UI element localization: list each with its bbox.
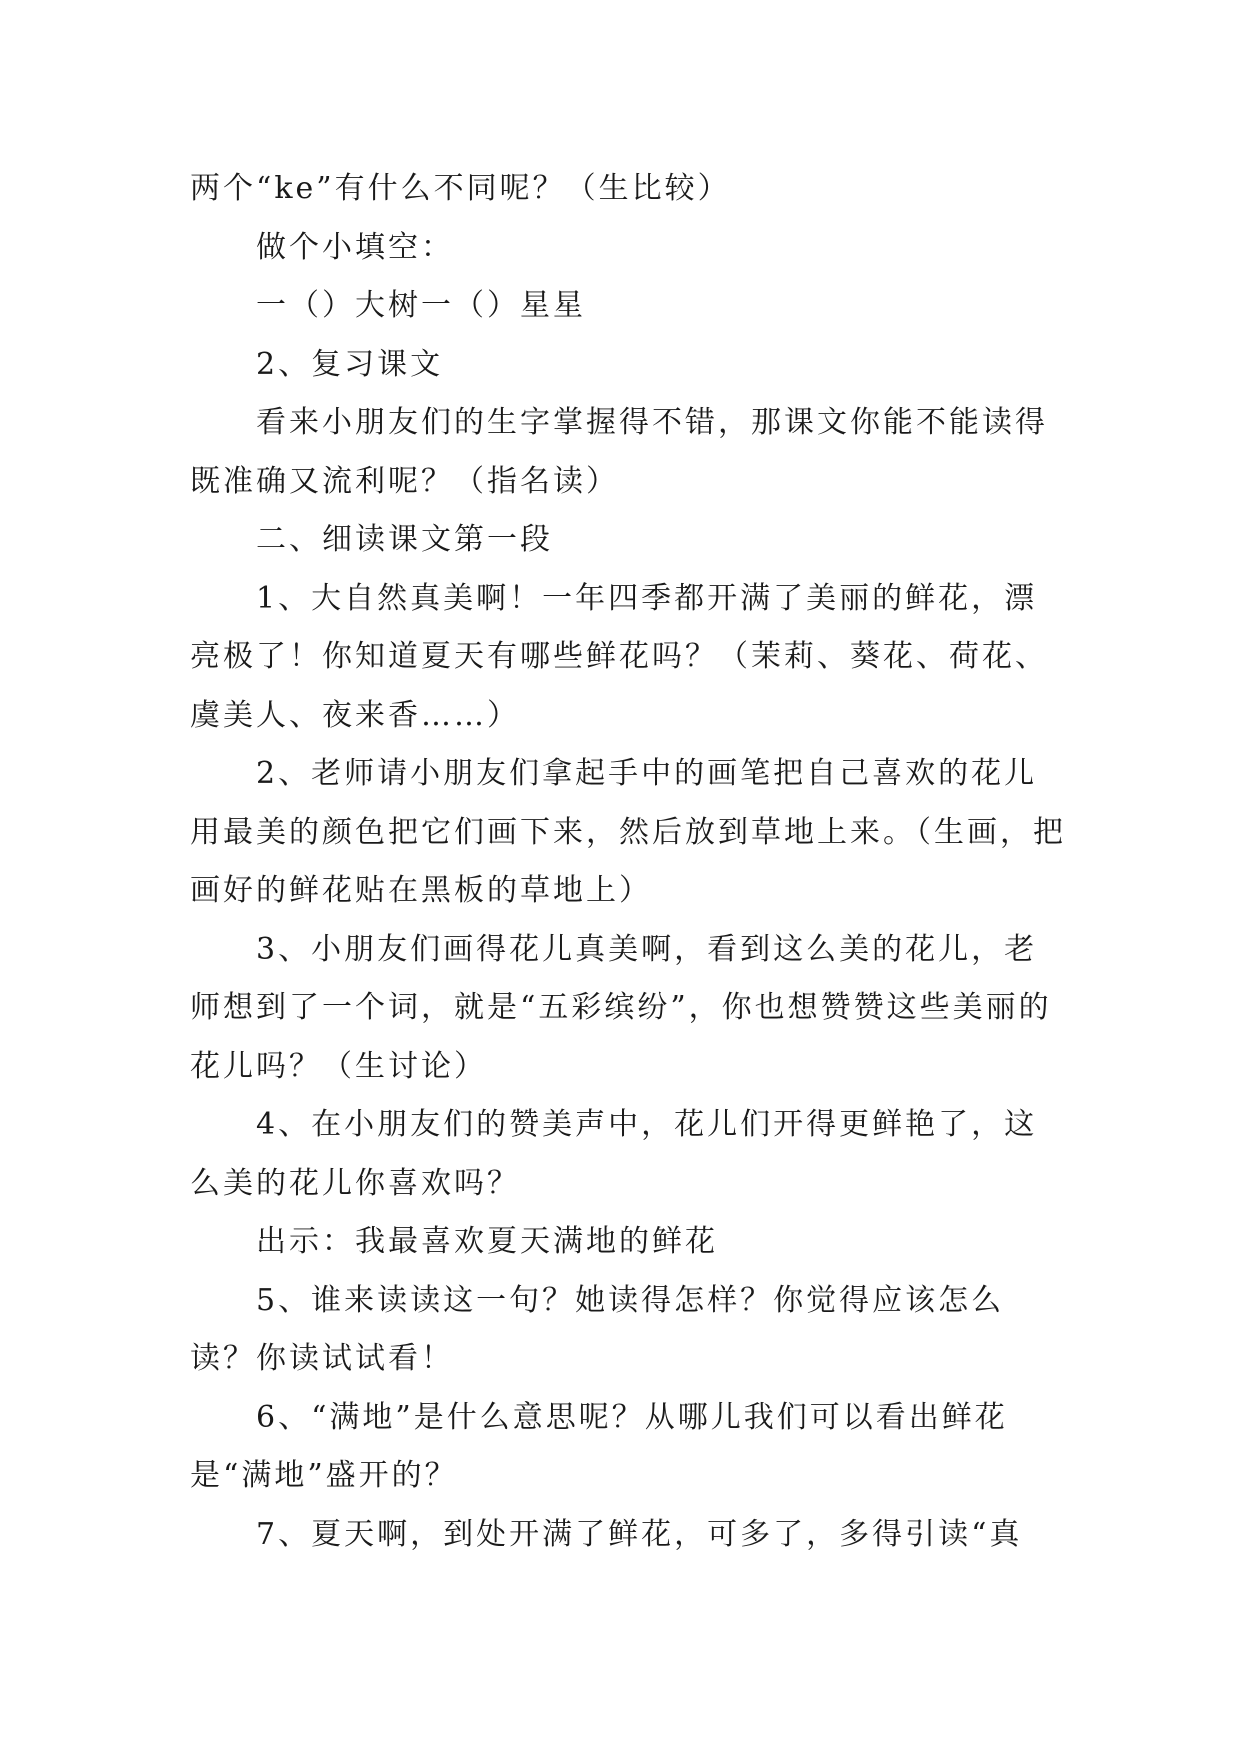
paragraph-10: 4、在小朋友们的赞美声中，花儿们开得更鲜艳了，这么美的花儿你喜欢吗？: [190, 1107, 1038, 1201]
paragraph-12: 5、谁来读读这一句？她读得怎样？你觉得应该怎么读？你读试试看！: [190, 1282, 1005, 1376]
paragraph-6: 二、细读课文第一段: [256, 522, 553, 557]
paragraph-5: 看来小朋友们的生字掌握得不错，那课文你能不能读得既准确又流利呢？（指名读）: [190, 405, 1048, 499]
document-body: [190, 160, 1070, 1564]
paragraph-9: 3、小朋友们画得花儿真美啊，看到这么美的花儿，老师想到了一个词，就是“五彩缤纷”，你也想赞赞这些美丽的花儿吗？（生讨论）: [190, 931, 1052, 1084]
paragraph-14: 7、夏天啊，到处开满了鲜花，可多了，多得引读“真: [256, 1516, 1023, 1552]
paragraph-2: 做个小填空：: [256, 229, 454, 265]
paragraph-4: 2、复习课文: [256, 346, 444, 382]
paragraph-11: 出示：我最喜欢夏天满地的鲜花: [256, 1224, 718, 1259]
paragraph-8: 2、老师请小朋友们拿起手中的画笔把自己喜欢的花儿用最美的颜色把它们画下来，然后放到草地上来。（生画，把画好的鲜花贴在黑板的草地上）: [190, 756, 1066, 908]
paragraph-13: 6、“满地”是什么意思呢？从哪儿我们可以看出鲜花是“满地”盛开的？: [190, 1399, 1008, 1493]
paragraph-1: 两个“ke”有什么不同呢？（生比较）: [190, 171, 731, 206]
paragraph-3: 一（）大树一（）星星: [256, 288, 586, 323]
paragraph-7: 1、大自然真美啊！一年四季都开满了美丽的鲜花，漂亮极了！你知道夏天有哪些鲜花吗？（茉莉、葵花、荷花、虞美人、夜来香……）: [190, 580, 1048, 733]
